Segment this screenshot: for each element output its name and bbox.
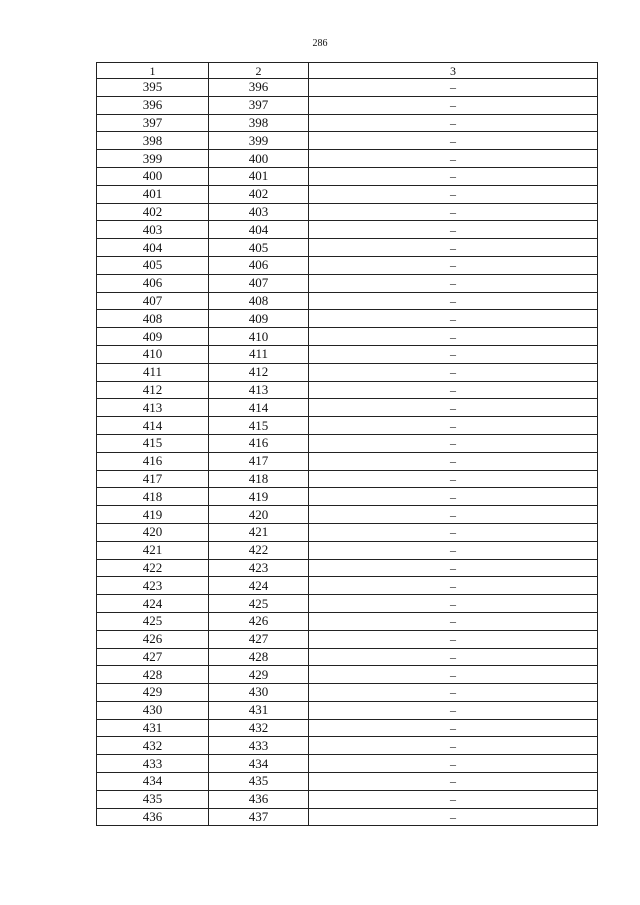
table-cell-col-3: –: [309, 185, 598, 203]
table-cell-col-2: 406: [209, 256, 309, 274]
table-cell-col-2: 437: [209, 808, 309, 826]
table-row: [97, 701, 598, 719]
page-number: 286: [312, 38, 328, 49]
table-cell-col-2: 409: [209, 310, 309, 328]
table-cell-col-2: 422: [209, 541, 309, 559]
table-cell-col-2: 429: [209, 666, 309, 684]
table-row: [97, 541, 598, 559]
table-cell-col-2: 433: [209, 737, 309, 755]
table-cell-col-3: –: [309, 684, 598, 702]
table-cell-col-1: 401: [97, 185, 209, 203]
table-cell-col-1: 422: [97, 559, 209, 577]
table-cell-col-1: 417: [97, 470, 209, 488]
table-cell-col-2: 426: [209, 612, 309, 630]
data-table-container: [96, 62, 597, 826]
table-cell-col-1: 398: [97, 132, 209, 150]
table-cell-col-1: 423: [97, 577, 209, 595]
table-cell-col-2: 398: [209, 114, 309, 132]
table-cell-col-3: –: [309, 523, 598, 541]
table-cell-col-2: 430: [209, 684, 309, 702]
table-cell-col-3: –: [309, 203, 598, 221]
table-cell-col-3: –: [309, 150, 598, 168]
table-cell-col-2: 420: [209, 506, 309, 524]
table-row: [97, 114, 598, 132]
table-cell-col-2: 436: [209, 790, 309, 808]
table-cell-col-1: 395: [97, 79, 209, 97]
table-cell-col-2: 432: [209, 719, 309, 737]
table-row: [97, 488, 598, 506]
table-cell-col-2: 417: [209, 452, 309, 470]
table-row: [97, 719, 598, 737]
table-cell-col-1: 421: [97, 541, 209, 559]
table-cell-col-3: –: [309, 773, 598, 791]
table-row: [97, 221, 598, 239]
table-cell-col-1: 400: [97, 167, 209, 185]
table-row: [97, 612, 598, 630]
table-cell-col-1: 432: [97, 737, 209, 755]
table-cell-col-1: 404: [97, 239, 209, 257]
table-cell-col-1: 435: [97, 790, 209, 808]
data-table: [96, 62, 598, 826]
table-cell-col-1: 415: [97, 434, 209, 452]
table-row: [97, 470, 598, 488]
table-cell-col-3: –: [309, 256, 598, 274]
table-cell-col-3: –: [309, 452, 598, 470]
table-cell-col-2: 414: [209, 399, 309, 417]
table-cell-col-3: –: [309, 630, 598, 648]
table-cell-col-3: –: [309, 132, 598, 150]
table-cell-col-2: 423: [209, 559, 309, 577]
table-cell-col-2: 405: [209, 239, 309, 257]
table-cell-col-3: –: [309, 701, 598, 719]
table-cell-col-2: 413: [209, 381, 309, 399]
table-cell-col-1: 407: [97, 292, 209, 310]
table-cell-col-3: –: [309, 577, 598, 595]
table-cell-col-1: 399: [97, 150, 209, 168]
table-cell-col-1: 403: [97, 221, 209, 239]
table-row: [97, 434, 598, 452]
table-cell-col-1: 402: [97, 203, 209, 221]
table-cell-col-2: 421: [209, 523, 309, 541]
table-row: [97, 755, 598, 773]
table-cell-col-1: 418: [97, 488, 209, 506]
table-cell-col-1: 433: [97, 755, 209, 773]
table-row: [97, 363, 598, 381]
table-cell-col-3: –: [309, 595, 598, 613]
table-cell-col-3: –: [309, 648, 598, 666]
table-cell-col-2: 404: [209, 221, 309, 239]
table-row: [97, 452, 598, 470]
table-row: [97, 96, 598, 114]
table-cell-col-1: 413: [97, 399, 209, 417]
table-cell-col-2: 399: [209, 132, 309, 150]
table-cell-col-1: 429: [97, 684, 209, 702]
table-cell-col-2: 403: [209, 203, 309, 221]
table-row: [97, 630, 598, 648]
table-cell-col-1: 409: [97, 328, 209, 346]
table-row: [97, 648, 598, 666]
table-cell-col-2: 435: [209, 773, 309, 791]
table-cell-col-1: 406: [97, 274, 209, 292]
table-cell-col-2: 419: [209, 488, 309, 506]
table-row: [97, 292, 598, 310]
table-row: [97, 185, 598, 203]
table-cell-col-3: –: [309, 399, 598, 417]
table-cell-col-2: 412: [209, 363, 309, 381]
table-cell-col-3: –: [309, 541, 598, 559]
table-cell-col-3: –: [309, 488, 598, 506]
table-cell-col-2: 428: [209, 648, 309, 666]
table-cell-col-3: –: [309, 808, 598, 826]
table-cell-col-1: 434: [97, 773, 209, 791]
table-cell-col-1: 412: [97, 381, 209, 399]
table-cell-col-3: –: [309, 345, 598, 363]
table-row: [97, 737, 598, 755]
table-cell-col-3: –: [309, 167, 598, 185]
table-cell-col-2: 400: [209, 150, 309, 168]
table-cell-col-3: –: [309, 328, 598, 346]
table-cell-col-2: 415: [209, 417, 309, 435]
column-header-2: 2: [209, 63, 309, 79]
table-cell-col-2: 431: [209, 701, 309, 719]
table-cell-col-1: 430: [97, 701, 209, 719]
table-cell-col-2: 416: [209, 434, 309, 452]
table-cell-col-1: 428: [97, 666, 209, 684]
table-cell-col-3: –: [309, 790, 598, 808]
table-row: [97, 808, 598, 826]
table-row: [97, 595, 598, 613]
table-cell-col-3: –: [309, 755, 598, 773]
table-cell-col-2: 402: [209, 185, 309, 203]
column-header-1: 1: [97, 63, 209, 79]
table-row: [97, 381, 598, 399]
table-cell-col-1: 427: [97, 648, 209, 666]
table-cell-col-3: –: [309, 381, 598, 399]
table-row: [97, 256, 598, 274]
table-cell-col-3: –: [309, 274, 598, 292]
table-cell-col-2: 410: [209, 328, 309, 346]
table-cell-col-1: 431: [97, 719, 209, 737]
table-cell-col-3: –: [309, 737, 598, 755]
table-cell-col-3: –: [309, 363, 598, 381]
table-row: [97, 666, 598, 684]
table-cell-col-1: 408: [97, 310, 209, 328]
table-cell-col-2: 427: [209, 630, 309, 648]
table-row: [97, 274, 598, 292]
table-cell-col-1: 436: [97, 808, 209, 826]
table-cell-col-1: 425: [97, 612, 209, 630]
table-cell-col-3: –: [309, 114, 598, 132]
table-cell-col-1: 424: [97, 595, 209, 613]
table-row: [97, 523, 598, 541]
table-row: [97, 577, 598, 595]
table-cell-col-3: –: [309, 79, 598, 97]
table-cell-col-3: –: [309, 96, 598, 114]
table-row: [97, 167, 598, 185]
table-row: [97, 506, 598, 524]
table-row: [97, 239, 598, 257]
table-cell-col-2: 425: [209, 595, 309, 613]
table-cell-col-2: 411: [209, 345, 309, 363]
table-row: [97, 203, 598, 221]
table-cell-col-1: 396: [97, 96, 209, 114]
table-row: [97, 790, 598, 808]
table-cell-col-2: 418: [209, 470, 309, 488]
table-row: [97, 399, 598, 417]
table-body: [97, 79, 598, 826]
column-header-3: 3: [309, 63, 598, 79]
table-cell-col-3: –: [309, 434, 598, 452]
table-cell-col-2: 434: [209, 755, 309, 773]
table-cell-col-1: 416: [97, 452, 209, 470]
table-cell-col-1: 420: [97, 523, 209, 541]
table-cell-col-1: 410: [97, 345, 209, 363]
table-row: [97, 684, 598, 702]
table-row: [97, 773, 598, 791]
table-row: [97, 328, 598, 346]
table-cell-col-3: –: [309, 666, 598, 684]
table-cell-col-3: –: [309, 559, 598, 577]
table-cell-col-2: 397: [209, 96, 309, 114]
table-cell-col-1: 419: [97, 506, 209, 524]
table-cell-col-1: 411: [97, 363, 209, 381]
table-cell-col-2: 408: [209, 292, 309, 310]
table-row: [97, 417, 598, 435]
table-cell-col-2: 396: [209, 79, 309, 97]
table-cell-col-2: 424: [209, 577, 309, 595]
header-row: [97, 63, 598, 79]
table-cell-col-1: 397: [97, 114, 209, 132]
table-cell-col-3: –: [309, 719, 598, 737]
table-cell-col-1: 414: [97, 417, 209, 435]
table-cell-col-3: –: [309, 239, 598, 257]
table-row: [97, 79, 598, 97]
table-row: [97, 559, 598, 577]
table-cell-col-2: 401: [209, 167, 309, 185]
table-cell-col-1: 426: [97, 630, 209, 648]
table-header: [97, 63, 598, 79]
table-cell-col-3: –: [309, 470, 598, 488]
table-cell-col-3: –: [309, 506, 598, 524]
table-cell-col-3: –: [309, 612, 598, 630]
table-cell-col-1: 405: [97, 256, 209, 274]
table-cell-col-3: –: [309, 310, 598, 328]
table-row: [97, 132, 598, 150]
table-cell-col-3: –: [309, 221, 598, 239]
table-row: [97, 310, 598, 328]
table-row: [97, 150, 598, 168]
table-cell-col-2: 407: [209, 274, 309, 292]
table-row: [97, 345, 598, 363]
table-cell-col-3: –: [309, 292, 598, 310]
table-cell-col-3: –: [309, 417, 598, 435]
